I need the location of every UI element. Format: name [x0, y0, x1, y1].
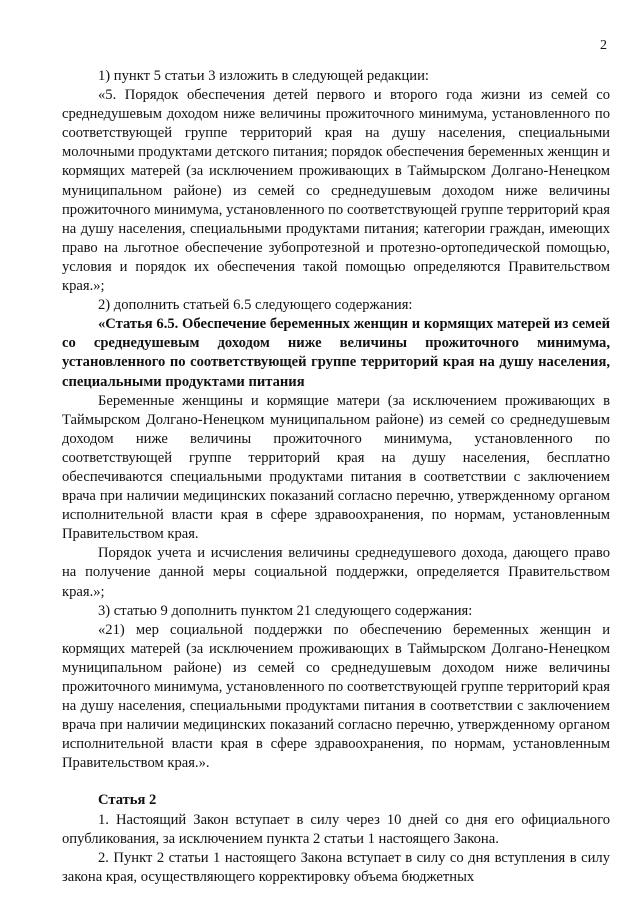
document-body — [62, 67, 610, 887]
article-6-5-paragraph-1: Беременные женщины и кормящие матери (за исключением проживающих в Таймырском Долгано-Ненецком муниципальном районе) из семей со среднедушевым доходом ниже величины прожиточного минимума, установленного по соответствующей группе территорий края на душу населения, бесплатно обеспечиваются специальными продуктами питания в соответствии с заключением врача при наличии медицинских показаний согласно перечню, утвержденному органом исполнительной власти края в сфере здравоохранения, по нормам, установленным Правительством края. — [62, 392, 610, 543]
article-6-5-paragraph-2: Порядок учета и исчисления величины среднедушевого дохода, дающего право на получение данной меры социальной поддержки, определяется Правительством края.»; — [62, 545, 610, 600]
paragraph-amend-article-9: 3) статью 9 дополнить пунктом 21 следующего содержания: — [98, 602, 473, 619]
article-2-heading: Статья 2 — [98, 792, 157, 809]
paragraph-amend-point-5: 1) пункт 5 статьи 3 изложить в следующей редакции: — [98, 68, 429, 84]
page-number: 2 — [600, 38, 607, 53]
article-6-5-heading: «Статья 6.5. Обеспечение беременных женщин и кормящих матерей из семей со среднедушевым доходом ниже величины прожиточного минимума, установленного по соответствующей группе территорий края на душу населения, специальными продуктами питания — [62, 316, 610, 390]
paragraph-add-article-6-5: 2) дополнить статьей 6.5 следующего содержания: — [98, 297, 413, 314]
paragraph-point-21-text: «21) мер социальной поддержки по обеспечению беременных женщин и кормящих матерей (за исключением проживающих в Таймырском Долгано-Ненецком муниципальном районе) из семей со среднедушевым доходом ниже величины прожиточного минимума, установленного по соответствующей группе территорий края на душу населения, специальными продуктами питания в соответствии с заключением врача при наличии медицинских показаний согласно перечню, утвержденному органом исполнительной власти края в сфере здравоохранения, по нормам, установленным Правительством края.». — [62, 621, 610, 772]
article-2-paragraph-1: 1. Настоящий Закон вступает в силу через 10 дней со дня его официального опубликования, за исключением пункта 2 статьи 1 настоящего Закона. — [62, 811, 610, 847]
paragraph-point-5-text: «5. Порядок обеспечения детей первого и второго года жизни из семей со среднедушевым доходом ниже величины прожиточного минимума, установленного по соответствующей группе территорий края на душу населения, специальными молочными продуктами детского питания; порядок обеспечения беременных женщин и кормящих матерей (за исключением проживающих в Таймырском Долгано-Ненецком муниципальном районе) из семей со среднедушевым доходом ниже величины прожиточного минимума, установленного по соответствующей группе территорий края на душу населения, специальными продуктами питания; категории граждан, имеющих право на льготное обеспечение зубопротезной и протезно-ортопедической помощью, условия и порядок их обеспечения такой помощью определяются Правительством края.»; — [62, 87, 610, 295]
article-2-paragraph-2: 2. Пункт 2 статьи 1 настоящего Закона вступает в силу со дня вступления в силу закона края, осуществляющего корректировку объема бюджетных — [62, 849, 610, 885]
